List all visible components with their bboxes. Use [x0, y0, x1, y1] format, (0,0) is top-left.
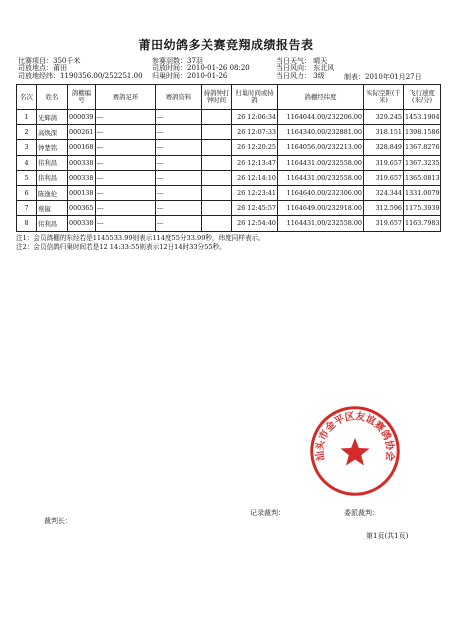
cell-name: 蔡俶 [37, 201, 68, 216]
table-row [17, 155, 441, 170]
cell-bird-info: --- [156, 170, 202, 185]
table-row [17, 125, 441, 140]
table-row [17, 140, 441, 155]
cell-return-time: 26 12:06:34 [232, 110, 278, 125]
cell-rank: 3 [17, 140, 37, 155]
cell-coords: 1164340.00/232881.00 [278, 125, 364, 140]
cell-speed: 1331.0079 [404, 185, 441, 200]
cell-distance: 319.657 [364, 155, 404, 170]
association-seal [308, 404, 402, 498]
cell-speed: 1365.0813 [404, 170, 441, 185]
cell-distance: 319.657 [364, 216, 404, 231]
cell-return-time: 26 12:14:10 [232, 170, 278, 185]
cell-name: 光辉鸽 [37, 110, 68, 125]
cell-return-time: 26 12:13:47 [232, 155, 278, 170]
cell-loft-id: 000138 [68, 185, 96, 200]
cell-name: 陈逸伦 [37, 185, 68, 200]
notes [16, 234, 265, 252]
cell-clock-time [202, 125, 232, 140]
cell-clock-time [202, 216, 232, 231]
cell-rank: 8 [17, 216, 37, 231]
cell-loft-id: 000261 [68, 125, 96, 140]
cell-distance: 324.344 [364, 185, 404, 200]
seal-star-icon [340, 438, 369, 466]
cell-name: 高焕深 [37, 125, 68, 140]
cell-clock-time [202, 185, 232, 200]
cell-rank: 4 [17, 155, 37, 170]
cell-distance: 329.245 [364, 110, 404, 125]
cell-loft-id: 000338 [68, 216, 96, 231]
header-ring: 赛鸽足环 [96, 85, 156, 110]
cell-rank: 7 [17, 201, 37, 216]
cell-name: 伟利昌 [37, 216, 68, 231]
cell-distance: 319.657 [364, 170, 404, 185]
header-distance: 实际空距(千米) [364, 85, 404, 110]
cell-bird-info: --- [156, 110, 202, 125]
cell-ring: --- [96, 170, 156, 185]
cell-ring: --- [96, 155, 156, 170]
cell-name: 钟楚铭 [37, 140, 68, 155]
cell-rank: 6 [17, 185, 37, 200]
results-table [16, 84, 441, 232]
cell-clock-time [202, 155, 232, 170]
meta-race-item: 比赛项目：350千米 [18, 57, 81, 65]
header-speed: 飞行速度(米/分) [404, 85, 441, 110]
meta-produced-date: 制表：2010年01月27日 [344, 73, 422, 81]
page-number: 第1页(共1页) [366, 532, 409, 540]
cell-coords: 1164640.00/232306.00 [278, 185, 364, 200]
cell-rank: 1 [17, 110, 37, 125]
cell-speed: 1175.3939 [404, 201, 441, 216]
cell-loft-id: 000338 [68, 155, 96, 170]
cell-ring: --- [96, 185, 156, 200]
cell-loft-id: 000168 [68, 140, 96, 155]
cell-rank: 5 [17, 170, 37, 185]
table-body [17, 110, 441, 232]
table-header-row [17, 85, 441, 110]
cell-distance: 312.596 [364, 201, 404, 216]
cell-loft-id: 000338 [68, 170, 96, 185]
cell-coords: 1164056.00/232213.00 [278, 140, 364, 155]
meta-release-coords: 司放地经纬：1190356.00/252251.00 [18, 71, 143, 80]
header-clock-time: 持鸽钟打钟时间 [202, 85, 232, 110]
meta-return-time: 归巢时间：2010-01-26 [152, 71, 228, 80]
table-row [17, 201, 441, 216]
cell-name: 伟利昌 [37, 155, 68, 170]
signature-record: 记录裁判： [250, 509, 285, 517]
seal-text: 汕头市金平区友谊赛鸽协会 [314, 411, 396, 462]
meta-right [276, 58, 334, 80]
meta-entries: 参赛羽数：37羽 [152, 57, 203, 65]
cell-rank: 2 [17, 125, 37, 140]
cell-speed: 1367.8276 [404, 140, 441, 155]
header-coords: 鸽棚经纬度 [278, 85, 364, 110]
cell-speed: 1163.7983 [404, 216, 441, 231]
note-2: 注2：会员信鸽归巢时间若是12 14:33:55则表示12日14时33分55秒。 [16, 243, 226, 251]
signature-delegate: 委派裁判： [344, 509, 379, 517]
cell-coords: 1164044.00/232206.00 [278, 110, 364, 125]
meta-release-place: 司放地点：莆田 [18, 64, 67, 73]
header-bird-info: 赛鸽资料 [156, 85, 202, 110]
cell-speed: 1367.3235 [404, 155, 441, 170]
cell-bird-info: --- [156, 216, 202, 231]
cell-coords: 1164649.00/232918.00 [278, 201, 364, 216]
cell-bird-info: --- [156, 201, 202, 216]
report-title: 莆田幼鸽多关赛竞翔成绩报告表 [138, 38, 314, 52]
cell-ring: --- [96, 140, 156, 155]
cell-bird-info: --- [156, 155, 202, 170]
cell-distance: 318.151 [364, 125, 404, 140]
table-row [17, 110, 441, 125]
cell-bird-info: --- [156, 185, 202, 200]
table-row [17, 216, 441, 231]
header-return-time: 归巢时间或持鸽 [232, 85, 278, 110]
cell-ring: --- [96, 125, 156, 140]
note-1: 注1：会员鸽棚的东经若是1145533.99则表示114度55分33.99秒，纬度同样表示。 [16, 234, 265, 242]
cell-loft-id: 000365 [68, 201, 96, 216]
table-row [17, 170, 441, 185]
meta-wind-force: 当日风力： 3级 [276, 71, 325, 80]
cell-clock-time [202, 110, 232, 125]
cell-return-time: 26 12:45:57 [232, 201, 278, 216]
meta-weather: 当日天气： 晴天 [276, 57, 328, 65]
cell-speed: 1453.1904 [404, 110, 441, 125]
cell-return-time: 26 12:54:40 [232, 216, 278, 231]
cell-return-time: 26 12:07:33 [232, 125, 278, 140]
signature-judge: 裁判长： [44, 517, 72, 525]
meta-middle [152, 58, 250, 80]
cell-bird-info: --- [156, 125, 202, 140]
cell-bird-info: --- [156, 140, 202, 155]
cell-ring: --- [96, 110, 156, 125]
meta-wind-dir: 当日风向： 东北风 [276, 64, 335, 73]
meta-left [18, 58, 143, 80]
cell-clock-time [202, 170, 232, 185]
cell-loft-id: 000039 [68, 110, 96, 125]
cell-clock-time [202, 140, 232, 155]
cell-ring: --- [96, 216, 156, 231]
header-rank: 名次 [17, 85, 37, 110]
header-loft-id: 鸽棚编号 [68, 85, 96, 110]
cell-distance: 328.849 [364, 140, 404, 155]
cell-return-time: 26 12:20:25 [232, 140, 278, 155]
cell-name: 伟利昌 [37, 170, 68, 185]
cell-ring: --- [96, 201, 156, 216]
cell-coords: 1164431.00/232558.00 [278, 216, 364, 231]
meta-release-time: 司放时间：2010-01-26 08:20 [152, 64, 250, 73]
table-row [17, 185, 441, 200]
cell-coords: 1164431.00/232558.00 [278, 155, 364, 170]
cell-coords: 1164431.00/232558.00 [278, 170, 364, 185]
header-name: 姓名 [37, 85, 68, 110]
cell-speed: 1398.1586 [404, 125, 441, 140]
cell-return-time: 26 12:23:41 [232, 185, 278, 200]
cell-clock-time [202, 201, 232, 216]
